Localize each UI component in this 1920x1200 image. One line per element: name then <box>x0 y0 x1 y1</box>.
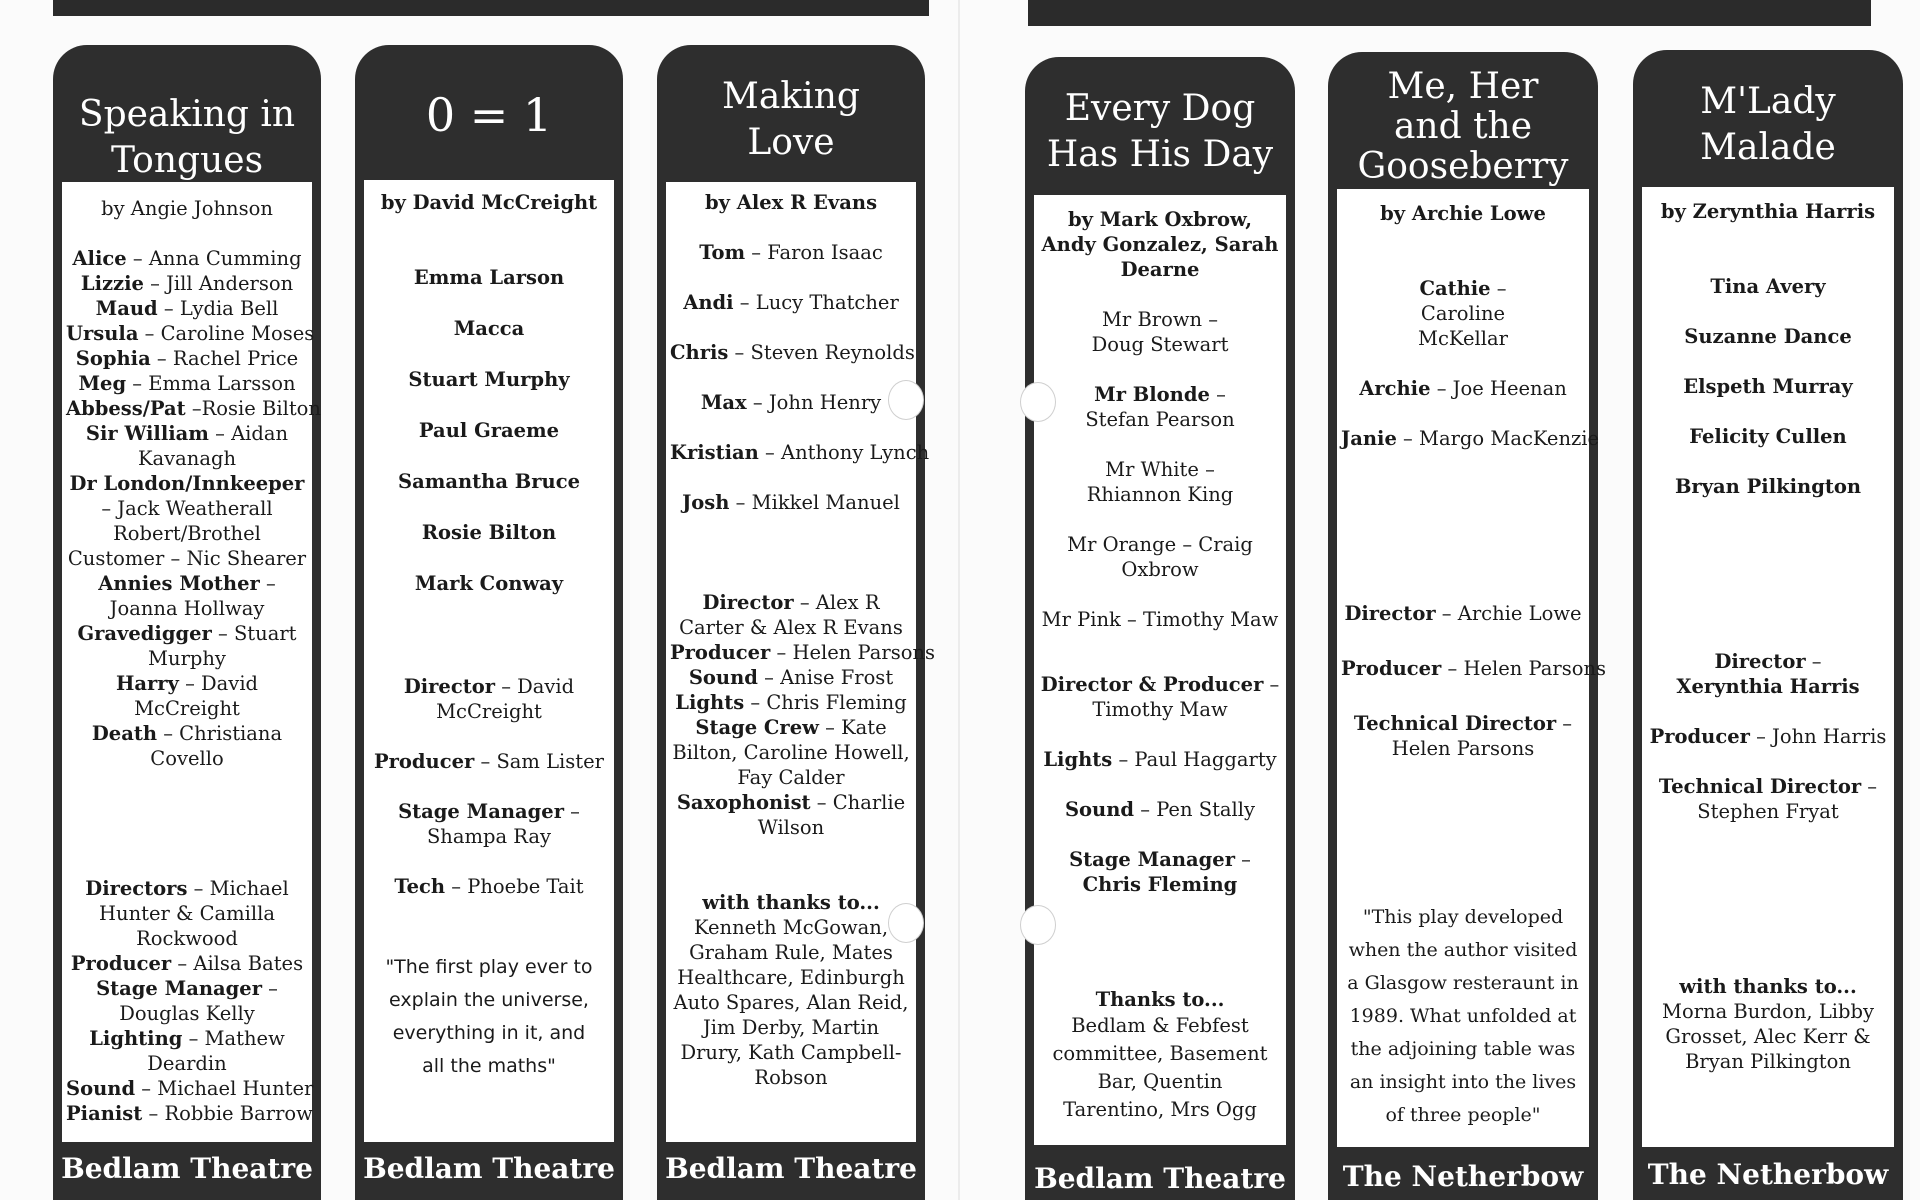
author-line: by Angie Johnson <box>101 197 273 220</box>
play-column-mlady-malade <box>1633 50 1903 1200</box>
crew-line: Lights – Paul Haggarty <box>1043 748 1277 771</box>
crew-line: Producer – John Harris <box>1649 725 1887 748</box>
cast-line: Mr Orange – Craig Oxbrow <box>1067 533 1253 581</box>
punch-hole <box>888 903 924 943</box>
cast-line: Mr Brown – Doug Stewart <box>1091 308 1229 356</box>
crew-line: Producer – Helen Parsons <box>1341 657 1607 680</box>
crew-line: Director – Alex R Carter & Alex R Evans <box>679 591 903 639</box>
cast-name: Bryan Pilkington <box>1674 475 1862 498</box>
play-title: Me, Her and the Gooseberry <box>1357 66 1569 187</box>
crew-line: Producer – Sam Lister <box>373 750 605 773</box>
crew-line: Stage Manager – Douglas Kelly <box>96 977 278 1025</box>
cast-line: Gravedigger – Stuart Murphy <box>77 622 297 670</box>
author-line: by Mark Oxbrow, Andy Gonzalez, Sarah Dearne <box>1041 208 1279 281</box>
play-quote: "The first play ever to explain the universe, everything in it, and all the maths" <box>385 956 593 1077</box>
crew-line: Sound – Pen Stally <box>1064 798 1256 821</box>
cast-line: Mr Pink – Timothy Maw <box>1041 608 1279 631</box>
play-title: Making Love <box>722 76 860 163</box>
crew-line: Saxophonist – Charlie Wilson <box>676 791 906 839</box>
punch-hole <box>888 380 924 420</box>
thanks-text: Morna Burdon, Libby Grosset, Alec Kerr & Bryan Pilkington <box>1662 1000 1874 1073</box>
cast-line: Abbess/Pat –Rosie Bilton <box>66 397 321 420</box>
cast-name: Felicity Cullen <box>1689 425 1847 448</box>
crew-line: Lighting – Mathew Deardin <box>89 1027 285 1075</box>
play-title: 0 = 1 <box>425 88 553 142</box>
thanks-heading: with thanks to... <box>702 891 880 914</box>
cast-line: Mr Blonde – Stefan Pearson <box>1085 383 1235 431</box>
cast-line: Alice – Anna Cumming <box>72 247 302 270</box>
cast-line: Andi – Lucy Thatcher <box>683 291 899 314</box>
crew-line: Technical Director – <box>1353 712 1573 735</box>
crew-line: Producer – Ailsa Bates <box>70 952 304 975</box>
top-bar-left <box>53 0 929 16</box>
cast-name: Tina Avery <box>1710 275 1826 298</box>
cast-line: Cathie – Caroline McKellar <box>1418 277 1508 350</box>
cast-line: Chris – Steven Reynolds <box>670 341 915 364</box>
play-credits <box>1337 189 1607 1147</box>
crew-name: Stephen Fryat <box>1697 800 1839 823</box>
cast-line: Harry – David McCreight <box>115 672 259 720</box>
cast-line: Maud – Lydia Bell <box>95 297 279 320</box>
cast-line: Ursula – Caroline Moses <box>66 322 315 345</box>
play-title: M'Lady Malade <box>1700 81 1836 168</box>
crew-line: Pianist – Robbie Barrow <box>66 1102 313 1125</box>
play-title: Every Dog Has His Day <box>1046 88 1274 175</box>
play-column-speaking-in-tongues <box>53 45 321 1200</box>
crew-line: Director – Archie Lowe <box>1344 602 1582 625</box>
cast-line: Archie – Joe Heenan <box>1359 377 1567 400</box>
crew-line: Director – Xerynthia Harris <box>1676 650 1860 698</box>
play-credits <box>1642 187 1894 1147</box>
cast-name: Rosie Bilton <box>421 521 557 544</box>
crew-line: Stage Manager – Shampa Ray <box>398 800 580 848</box>
punch-hole <box>1020 905 1056 945</box>
cast-name: Samantha Bruce <box>398 470 580 493</box>
thanks-heading: with thanks to... <box>1679 975 1857 998</box>
crew-line: Director – David McCreight <box>403 675 575 723</box>
author-line: by Alex R Evans <box>704 191 878 214</box>
venue-label: Bedlam Theatre <box>665 1152 917 1185</box>
crew-line: Directors – Michael Hunter & Camilla Rockwood <box>85 877 289 950</box>
play-quote: "This play developed when the author visited a Glasgow resteraunt in 1989. What unfolded at the adjoining table was an insight into the lives of three people" <box>1347 906 1579 1126</box>
crew-line: Stage Crew – Kate Bilton, Caroline Howell, Fay Calder <box>672 716 910 789</box>
cast-name: Stuart Murphy <box>408 368 570 391</box>
crew-line: Sound – Anise Frost <box>688 666 894 689</box>
crew-name: Helen Parsons <box>1391 737 1535 760</box>
cast-line: Kristian – Anthony Lynch <box>670 441 930 464</box>
cast-line: Dr London/Innkeeper – Jack Weatherall <box>69 472 305 520</box>
author-line: by Archie Lowe <box>1380 202 1546 225</box>
play-column-making-love <box>657 45 936 1200</box>
punch-hole <box>1020 382 1056 422</box>
venue-label: Bedlam Theatre <box>363 1152 615 1185</box>
thanks-text: Kenneth McGowan, Graham Rule, Mates Healthcare, Edinburgh Auto Spares, Alan Reid, Jim Derby, Martin Drury, Kath Campbell-Robson <box>673 916 909 1089</box>
cast-line: Annies Mother – Joanna Hollway <box>98 572 276 620</box>
cast-line: Sir William – Aidan Kavanagh <box>85 422 289 470</box>
cast-name: Suzanne Dance <box>1684 325 1852 348</box>
play-credits <box>364 180 614 1142</box>
cast-name: Mark Conway <box>414 572 564 595</box>
cast-line: Janie – Margo MacKenzie <box>1341 427 1600 450</box>
crew-line: Sound – Michael Hunter <box>66 1077 314 1100</box>
venue-label: Bedlam Theatre <box>1034 1162 1286 1195</box>
cast-name: Elspeth Murray <box>1683 375 1853 398</box>
cast-name: Paul Graeme <box>418 419 560 442</box>
cast-name: Macca <box>453 317 525 340</box>
thanks-text: Bedlam & Febfest committee, Basement Bar, Quentin Tarentino, Mrs Ogg <box>1052 1014 1268 1121</box>
cast-line: Lizzie – Jill Anderson <box>80 272 294 295</box>
page-fold <box>958 0 960 1200</box>
cast-line: Mr White – Rhiannon King <box>1086 458 1234 506</box>
cast-line: Sophia – Rachel Price <box>75 347 299 370</box>
crew-line: Producer – Helen Parsons <box>670 641 936 664</box>
play-title: Speaking in Tongues <box>78 94 296 181</box>
play-credits <box>666 182 936 1142</box>
cast-line: Josh – Mikkel Manuel <box>682 491 900 514</box>
play-column-every-dog-has-his-day <box>1025 57 1295 1200</box>
author-line: by David McCreight <box>380 191 598 214</box>
cast-name: Emma Larson <box>413 266 565 289</box>
play-column-zero-equals-one <box>355 45 623 1200</box>
thanks-heading: Thanks to... <box>1095 988 1225 1011</box>
cast-line: Max – John Henry <box>700 391 882 414</box>
crew-line: Technical Director – <box>1658 775 1878 798</box>
crew-line: Tech – Phoebe Tait <box>394 875 584 898</box>
author-line: by Zerynthia Harris <box>1660 200 1876 223</box>
venue-label: The Netherbow <box>1342 1160 1584 1193</box>
cast-line: Tom – Faron Isaac <box>699 241 883 264</box>
play-column-me-her-and-the-gooseberry <box>1328 52 1607 1200</box>
play-credits <box>62 182 321 1142</box>
cast-line: Robert/Brothel Customer – Nic Shearer <box>67 522 307 570</box>
venue-label: The Netherbow <box>1647 1158 1889 1191</box>
crew-line: Director & Producer – Timothy Maw <box>1040 673 1280 721</box>
crew-line: Stage Manager – Chris Fleming <box>1069 848 1251 896</box>
play-credits <box>1034 195 1286 1145</box>
top-bar-right <box>1028 0 1871 26</box>
crew-line: Lights – Chris Fleming <box>675 691 907 714</box>
cast-line: Meg – Emma Larsson <box>78 372 296 395</box>
venue-label: Bedlam Theatre <box>61 1152 313 1185</box>
cast-line: Death – Christiana Covello <box>91 722 283 770</box>
